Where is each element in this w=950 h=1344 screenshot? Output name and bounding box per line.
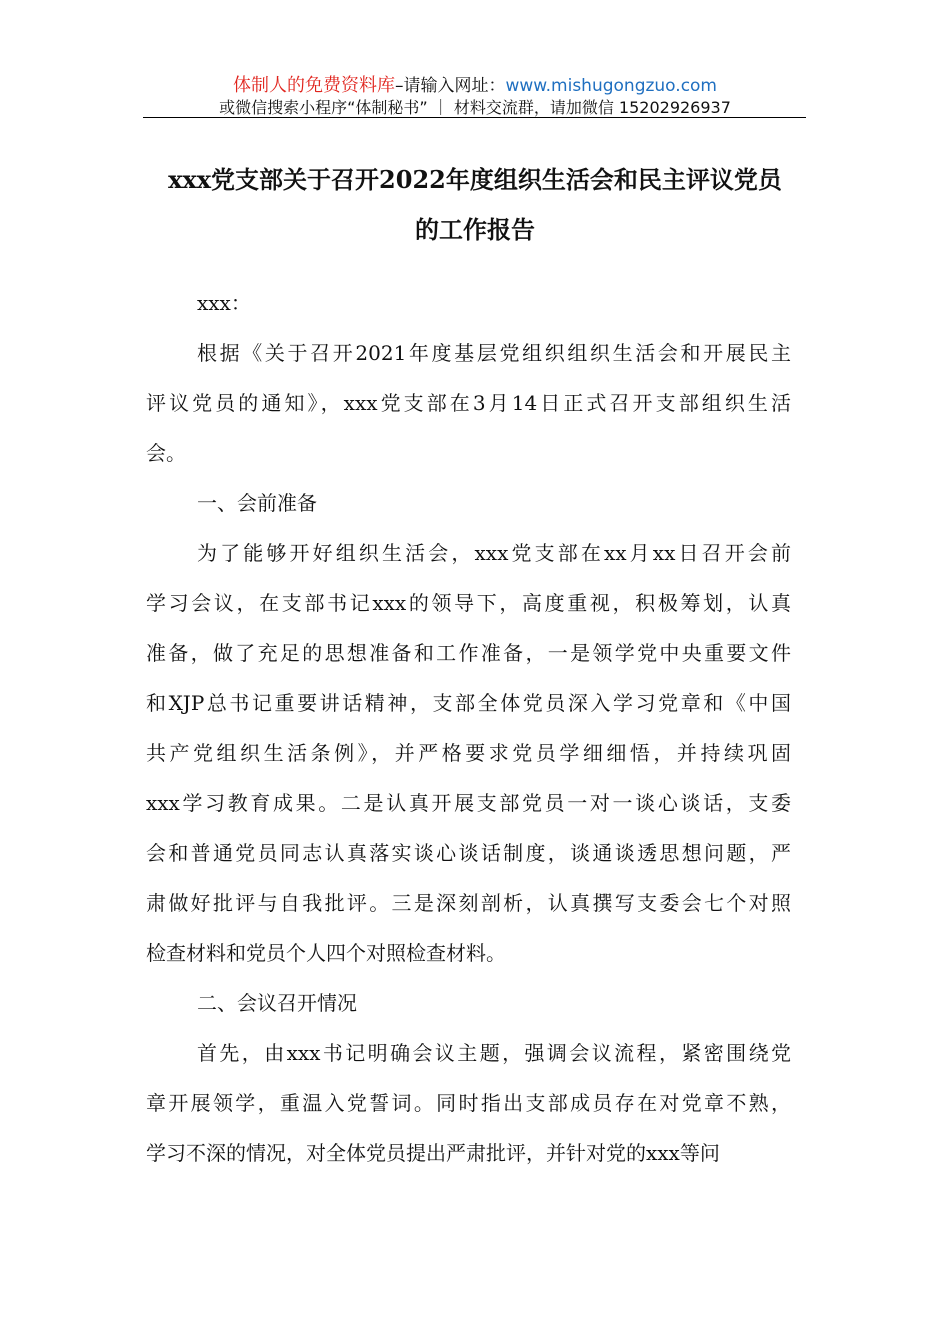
paragraph-line: xxx： (197, 291, 251, 315)
paragraph-line: 首先，由xxx书记明确会议主题，强调会议流程，紧密围绕党 (197, 1041, 791, 1065)
header-line-2: 或微信搜索小程序“体制秘书” ｜ 材料交流群，请加微信 15202926937 (219, 98, 731, 117)
document-title-line-2: 的工作报告 (415, 215, 535, 244)
paragraph-line: 为了能够开好组织生活会，xxx党支部在xx月xx日召开会前 (197, 541, 791, 565)
paragraph-line: 评议党员的通知》，xxx党支部在3月14日正式召开支部组织生活 (146, 391, 791, 415)
paragraph-line: 学习不深的情况，对全体党员提出严肃批评，并针对党的xxx等问 (146, 1141, 720, 1165)
paragraph-line: 会。 (146, 441, 186, 465)
paragraph-line: 一、会前准备 (197, 491, 317, 515)
paragraph-line: 根据《关于召开2021年度基层党组织组织生活会和开展民主 (197, 341, 791, 365)
paragraph-line: 章开展领学，重温入党誓词。同时指出支部成员存在对党章不熟， (146, 1091, 791, 1115)
paragraph-line: 共产党组织生活条例》，并严格要求党员学细细悟，并持续巩固 (146, 741, 791, 765)
document-title-line-1: xxx党支部关于召开2022年度组织生活会和民主评议党员 (168, 165, 782, 194)
prompt-text: –请输入网址： (394, 76, 506, 96)
paragraph-line: 准备，做了充足的思想准备和工作准备，一是领学党中央重要文件 (146, 641, 791, 665)
paragraph-line: 检查材料和党员个人四个对照检查材料。 (146, 941, 506, 965)
paragraph-line: 学习会议，在支部书记xxx的领导下，高度重视，积极筹划，认真 (146, 591, 791, 615)
paragraph-line: 肃做好批评与自我批评。三是深刻剖析，认真撰写支委会七个对照 (146, 891, 791, 915)
paragraph-line: xxx学习教育成果。二是认真开展支部党员一对一谈心谈话，支委 (146, 791, 791, 815)
brand-text: 体制人的免费资料库 (232, 75, 395, 96)
paragraph-line: 和XJP总书记重要讲话精神，支部全体党员深入学习党章和《中国 (146, 691, 791, 715)
website-link[interactable]: www.mishugongzuo.com (505, 76, 717, 96)
paragraph-line: 二、会议召开情况 (197, 991, 357, 1015)
paragraph-line: 会和普通党员同志认真落实谈心谈话制度，谈通谈透思想问题，严 (146, 841, 791, 865)
header-line-1 (0, 71, 950, 97)
header-divider (143, 117, 806, 118)
document-body (146, 288, 791, 1188)
